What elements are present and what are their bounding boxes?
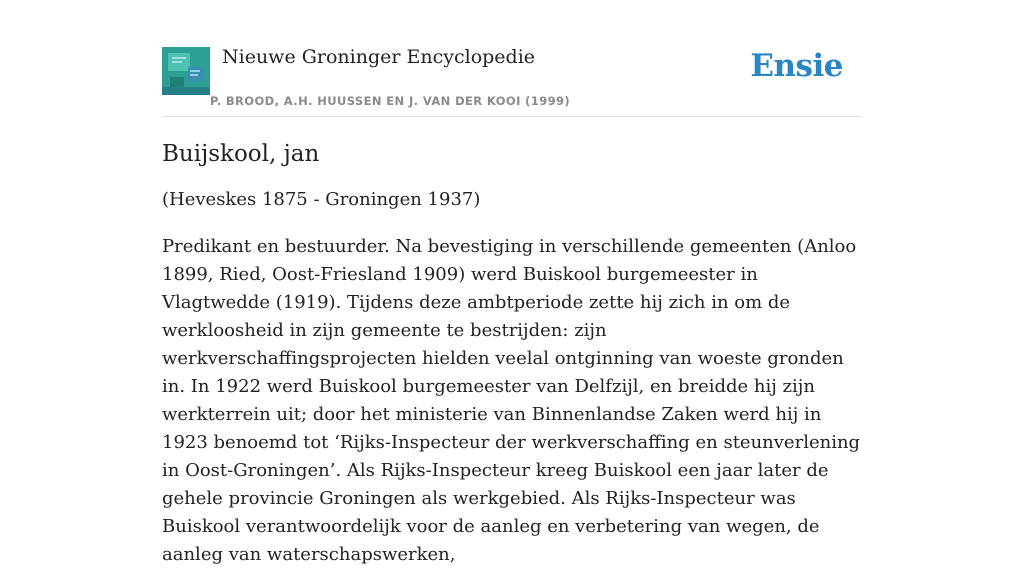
book-cover-icon[interactable] — [162, 47, 210, 95]
entry-body: Predikant en bestuurder. Na bevestiging in verschillende gemeenten (Anloo 1899, Ried, Oost-Friesland 1909) werd Buiskool burgemeester in Vlagtwedde (1919). Tijdens deze ambtperiode zette hij zich in om de werkloosheid in zijn gemeente te bestrijden: zijn werkverschaffingsprojecten hielden veelal ontginning van woeste gronden in. In 1922 werd Buiskool burgemeester van Delfzijl, en breidde hij zijn werkterrein uit; door het ministerie van Binnenlandse Zaken werd hij in 1923 benoemd tot ‘Rijks-Inspecteur der werkverschaffing en steunverlening in Oost-Groningen’. Als Rijks-Inspecteur kreeg Buiskool een jaar later de gehele provincie Groningen als werkgebied. Als Rijks-Inspecteur was Buiskool verantwoordelijk voor de aanleg en verbetering van wegen, de aanleg van waterschapswerken, — [162, 236, 861, 565]
book-title[interactable]: Nieuwe Groninger Encyclopedie — [222, 46, 536, 68]
book-authors: P. BROOD, A.H. HUUSSEN EN J. VAN DER KOOI (1999) — [210, 94, 571, 108]
ensie-logo[interactable]: Ensie — [750, 48, 843, 84]
site-header — [162, 40, 862, 117]
entry-lifespan: (Heveskes 1875 - Groningen 1937) — [162, 189, 481, 210]
entry-content — [162, 136, 862, 569]
entry-title: Buijskool, jan — [162, 141, 320, 167]
